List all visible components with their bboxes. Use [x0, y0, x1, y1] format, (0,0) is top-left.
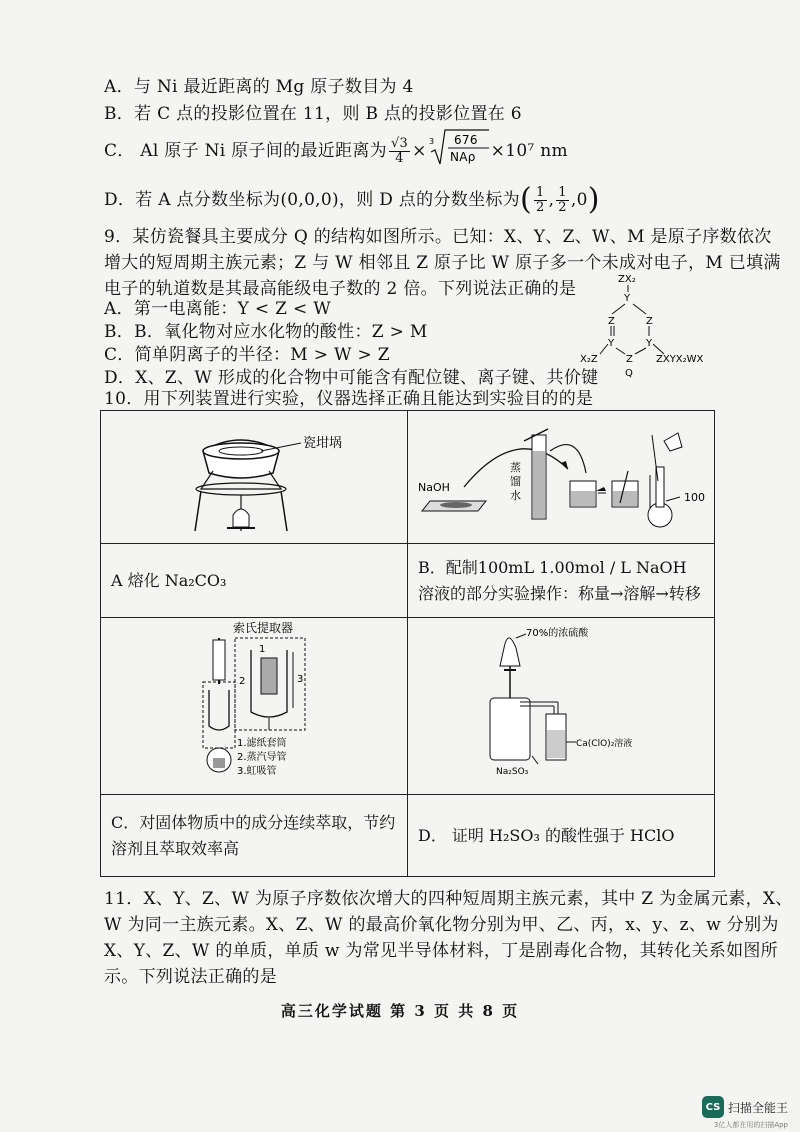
water-label-1: 蒸 [510, 461, 521, 474]
part-1-label: 1 [259, 644, 266, 655]
root-den: NAρ [449, 150, 476, 164]
q8-option-c-text: C． Al 原子 Ni 原子间的最近距离为 [104, 141, 387, 161]
part-2-label: 2 [239, 676, 246, 687]
q11-stem-line2: W 为同一主族元素。X、Z、W 的最高价氧化物分别为甲、乙、丙，x、y、z、w 分别为 [104, 915, 779, 935]
legend-2: 2.蒸汽导管 [237, 752, 287, 763]
soxhlet-extractor-icon [101, 618, 407, 790]
struct-label-q: Q [625, 368, 633, 379]
camscanner-watermark [702, 1096, 788, 1118]
salt-label: Na₂SO₃ [496, 767, 529, 777]
option-c-text: C．对固体物质中的成分连续萃取，节约溶剂且萃取效率高 [111, 812, 396, 858]
frac-num: √3 [390, 135, 409, 151]
q9-stem-line1: 9．某仿瓷餐具主要成分 Q 的结构如图所示。已知：X、Y、Z、W、M 是原子序数依次 [104, 227, 772, 247]
q11-stem-line3: X、Y、Z、W 的单质，单质 w 为常见半导体材料，丁是剧毒化合物，其转化关系如图所 [104, 941, 778, 961]
q9-option-d: D．X、Z、W 形成的化合物中可能含有配位键、离子键、共价键 [104, 368, 599, 388]
cell-a-text [101, 544, 408, 618]
legend-3: 3.虹吸管 [237, 766, 277, 777]
flask-100-label: 100 [684, 491, 705, 504]
times-sign: × [412, 141, 427, 161]
water-label-3: 水 [510, 489, 521, 502]
q9-option-a: A．第一电离能：Y < Z < W [104, 299, 331, 319]
option-d-text: D． 证明 H₂SO₃ 的酸性强于 HClO [418, 825, 675, 845]
camscanner-slogan: 3亿人都在用的扫描App [713, 1121, 788, 1129]
q8-option-d-text: D．若 A 点分数坐标为(0,0,0)，则 D 点的分数坐标为 [104, 190, 520, 210]
cube-root-icon [427, 128, 491, 168]
option-b-text: B．配制100mL 1.00mol / L NaOH 溶液的部分实验操作：称量→溶解→转移 [418, 557, 701, 603]
frac-den: 2 [536, 199, 545, 215]
sqrt3-over-4 [389, 137, 410, 166]
molecule-q-structure [578, 270, 723, 380]
cell-d-figure [408, 618, 715, 795]
cell-d-text [408, 795, 715, 877]
q9-stem-line2: 增大的短周期主族元素；Z 与 W 相邻且 Z 原子比 W 原子多一个未成对电子，M 已填满 [104, 253, 781, 273]
cube-root [427, 128, 491, 174]
half-1 [534, 186, 547, 215]
legend-1: 1.滤纸套筒 [237, 738, 287, 749]
frac-num: 1 [536, 184, 545, 200]
paren-close: ) [587, 182, 600, 217]
so2-hclo-apparatus-icon [408, 618, 714, 790]
q8-option-c [104, 130, 568, 172]
solution-label: Ca(ClO)₂溶液 [576, 739, 633, 749]
frac-den: 4 [395, 150, 404, 166]
struct-y-top: Y [624, 293, 631, 304]
cell-b-figure [408, 411, 715, 544]
cell-c-text [101, 795, 408, 877]
crucible-apparatus-icon [101, 411, 407, 539]
half-2 [556, 186, 569, 215]
struct-top: ZX₂ [618, 274, 636, 285]
naoh-label: NaOH [418, 481, 450, 494]
struct-z-right: Z [646, 316, 653, 327]
page-footer: 高三化学试题 第 3 页 共 8 页 [280, 1002, 520, 1020]
solution-prep-icon [408, 411, 714, 539]
q9-stem-line3: 电子的轨道数是其最高能级电子数的 2 倍。下列说法正确的是 [104, 279, 577, 299]
crucible-label: 瓷坩埚 [303, 436, 343, 451]
q10-apparatus-table [100, 410, 715, 877]
frac-num: 1 [558, 184, 567, 200]
cell-b-text [408, 544, 715, 618]
acid-label: 70%的浓硫酸 [526, 628, 589, 639]
struct-right-group: ZXYX₂WX [656, 354, 704, 365]
cell-a-figure [101, 411, 408, 544]
part-3-label: 3 [297, 674, 304, 685]
q8-option-d: D．若 A 点分数坐标为(0,0,0)，则 D 点的分数坐标为 ( $\frac{1}{2}$ , $\frac{1}{2}$ , 0 ) [104, 182, 600, 217]
q11-stem-line1: 11．X、Y、Z、W 为原子序数依次增大的四种短周期主族元素，其中 Z 为金属元素，X、 [104, 889, 793, 909]
q9-option-b: B．B．氧化物对应水化物的酸性：Z > M [104, 322, 428, 342]
option-a-text: A 熔化 Na₂CO₃ [111, 570, 227, 590]
q11-stem-line4: 示。下列说法正确的是 [104, 967, 277, 987]
water-label-2: 馏 [510, 475, 521, 488]
q10-stem: 10．用下列装置进行实验，仪器选择正确且能达到实验目的的是 [104, 389, 594, 409]
root-index: 3 [428, 137, 435, 146]
camscanner-name: 扫描全能王 [727, 1100, 788, 1115]
struct-y-left: Y [608, 338, 615, 349]
q8-option-c-unit: ×10⁷ nm [490, 141, 568, 161]
struct-y-right: Y [646, 338, 653, 349]
root-num: 676 [453, 133, 478, 147]
struct-left-group: X₂Z [580, 354, 598, 365]
cell-c-figure [101, 618, 408, 795]
q9-option-c: C．简单阴离子的半径：M > W > Z [104, 345, 390, 365]
paren-open: ( [519, 182, 532, 217]
q8-option-b: B．若 C 点的投影位置在 11，则 B 点的投影位置在 6 [104, 104, 522, 124]
q8-option-a: A．与 Ni 最近距离的 Mg 原子数目为 4 [104, 77, 414, 97]
struct-z-left: Z [608, 316, 615, 327]
soxhlet-title: 索氏提取器 [233, 621, 294, 635]
frac-den: 2 [558, 199, 567, 215]
camscanner-logo-icon: CS [702, 1096, 724, 1118]
struct-z-bottom: Z [626, 354, 633, 365]
coord-zero: 0 [576, 190, 588, 210]
